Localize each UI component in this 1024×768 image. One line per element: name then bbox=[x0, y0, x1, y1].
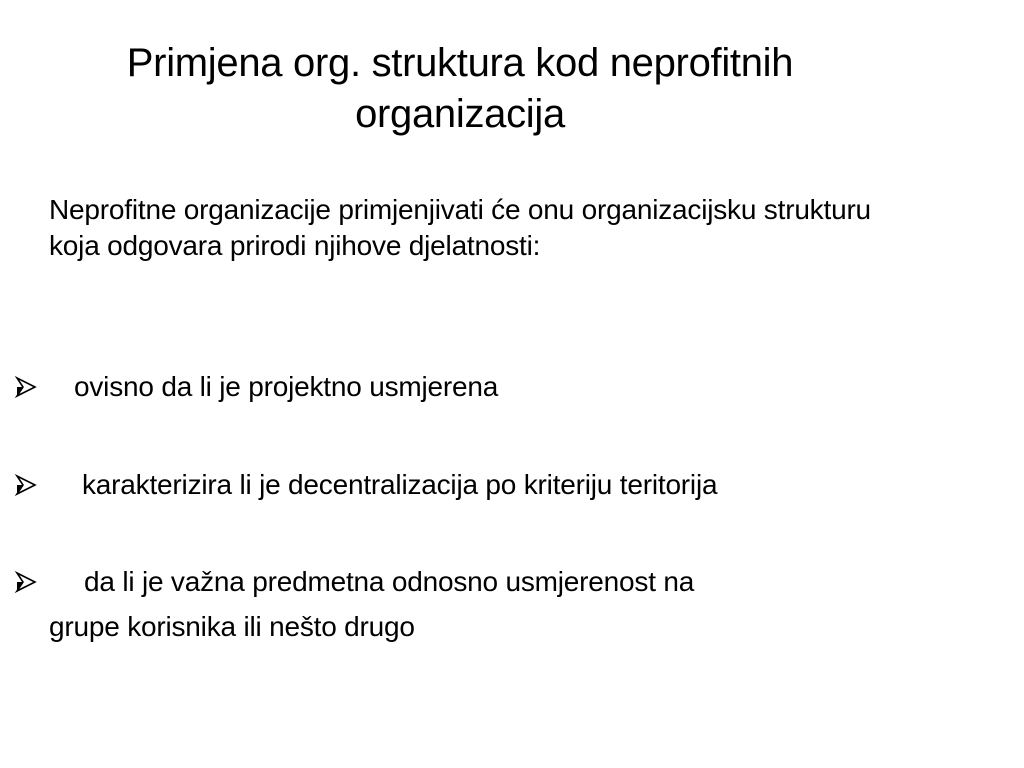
slide-title-line-1: Primjena org. struktura kod neprofitnih bbox=[126, 41, 794, 85]
bullet-item-2 bbox=[14, 463, 974, 508]
arrow-bullet-icon bbox=[14, 473, 38, 497]
bullet-item-1 bbox=[14, 365, 974, 410]
arrow-bullet-icon bbox=[14, 570, 38, 594]
bullet-text-line-1: da li je važna predmetna odnosno usmjerenost na bbox=[84, 566, 695, 597]
intro-paragraph: Neprofitne organizacije primjenjivati će onu organizacijsku strukturu koja odgovara prirodi njihove djelatnosti: bbox=[49, 194, 871, 261]
bullet-text-line-2: grupe korisnika ili nešto drugo bbox=[49, 610, 415, 642]
bullet-text: karakterizira li je decentralizacija po kriteriju teritorija bbox=[82, 469, 718, 500]
slide-title bbox=[0, 38, 920, 140]
bullet-text: ovisno da li je projektno usmjerena bbox=[74, 371, 499, 402]
slide-title-line-2: organizacija bbox=[355, 92, 565, 137]
arrow-bullet-icon bbox=[14, 375, 38, 399]
bullet-item-3 bbox=[14, 560, 974, 650]
